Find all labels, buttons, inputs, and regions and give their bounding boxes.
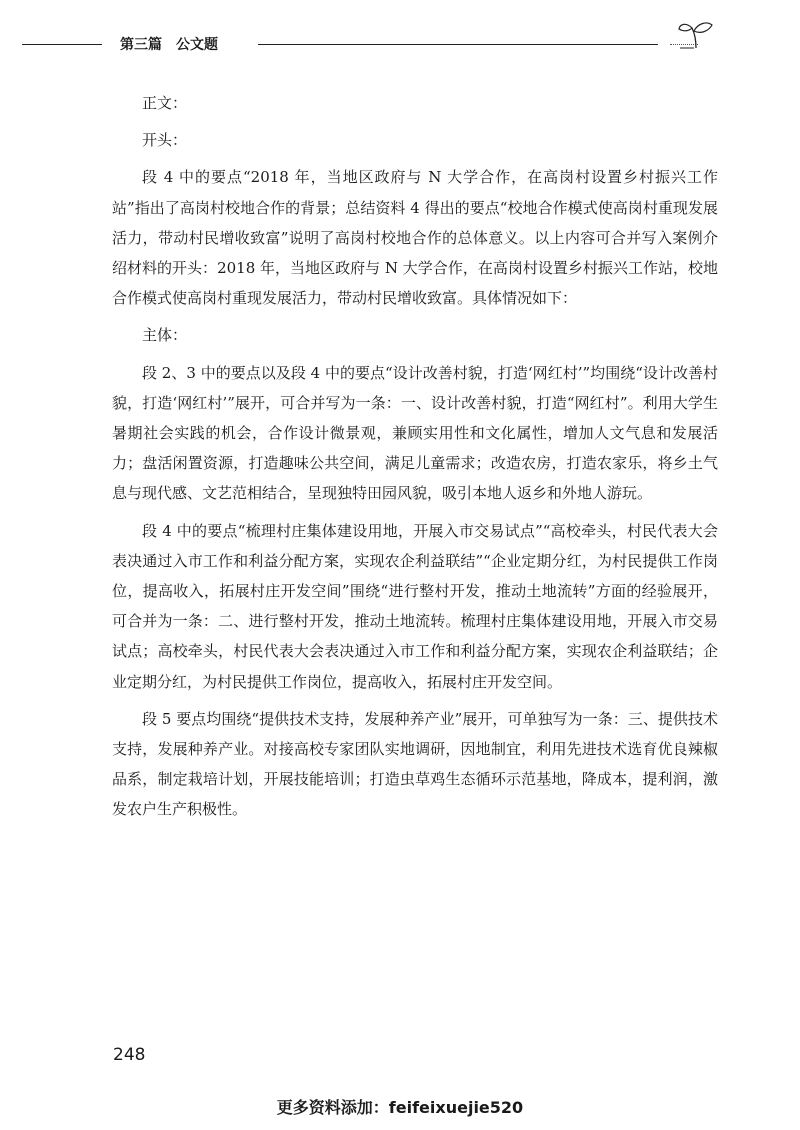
header-rule-left (22, 44, 102, 45)
sprout-icon (676, 18, 716, 50)
paragraph-point-one: 段 2、3 中的要点以及段 4 中的要点“设计改善村貌，打造‘网红村’”均围绕“设计改善村貌，打造‘网红村’”展开，可合并写为一条：一、设计改善村貌，打造“网红村”。利用大学生暑期社会实践的机会，合作设计微景观，兼顾实用性和文化属性，增加人文气息和发展活力；盘活闲置资源，打造趣味公共空间，满足儿童需求；改造农房，打造农家乐，将乡土气息与现代感、文艺范相结合，呈现独特田园风貌，吸引本地人返乡和外地人游玩。 (112, 363, 718, 503)
heading-opening: 开头： (142, 131, 188, 150)
paragraph-point-two: 段 4 中的要点“梳理村庄集体建设用地，开展入市交易试点”“高校牵头，村民代表大会表决通过入市工作和利益分配方案，实现农企利益联结”“企业定期分红，为村民提供工作岗位，提高收入，拓展村庄开发空间”围绕“进行整村开发，推动土地流转”方面的经验展开，可合并为一条：二、进行整村开发，推动土地流转。梳理村庄集体建设用地，开展入市交易试点；高校牵头，村民代表大会表决通过入市工作和利益分配方案，实现农企利益联结；企业定期分红，为村民提供工作岗位，提高收入，拓展村庄开发空间。 (112, 521, 718, 691)
paragraph-point-three: 段 5 要点均围绕“提供技术支持，发展种养产业”展开，可单独写为一条：三、提供技术支持，发展种养产业。对接高校专家团队实地调研，因地制宜，利用先进技术选育优良辣椒品系，制定栽培计划，开展技能培训；打造虫草鸡生态循环示范基地，降成本，提利润，激发农户生产积极性。 (112, 709, 718, 819)
header-rule-right (258, 44, 658, 45)
running-header (22, 34, 722, 54)
footer-note: 更多资料添加：feifeixuejie520 (276, 1098, 524, 1117)
heading-main: 主体： (142, 326, 188, 345)
page-number: 248 (113, 1045, 146, 1065)
paragraph-opening: 段 4 中的要点“2018 年，当地区政府与 N 大学合作，在高岗村设置乡村振兴工作站”指出了高岗村校地合作的背景；总结资料 4 得出的要点“校地合作模式使高岗村重现发展活力，带动村民增收致富”说明了高岗村校地合作的总体意义。以上内容可合并写入案例介绍材料的开头：2018 年，当地区政府与 N 大学合作，在高岗村设置乡村振兴工作站，校地合作模式使高岗村重现发展活力，带动村民增收致富。具体情况如下： (112, 168, 718, 308)
heading-body: 正文： (142, 94, 188, 112)
body-text (112, 88, 718, 832)
section-title: 第三篇 公文题 (120, 37, 218, 53)
